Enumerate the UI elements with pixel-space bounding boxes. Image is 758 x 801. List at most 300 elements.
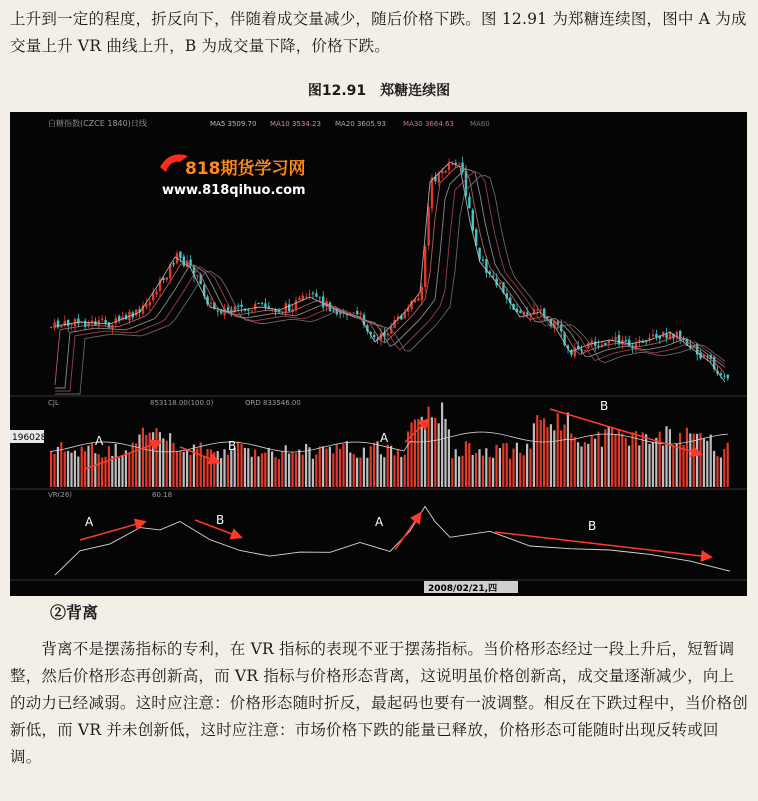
- chart-canvas: [10, 112, 747, 596]
- volume-bar: [659, 432, 661, 487]
- volume-bar: [631, 432, 633, 487]
- volume-bar: [601, 447, 603, 487]
- volume-bar: [563, 425, 565, 487]
- candle-body: [587, 343, 589, 348]
- volume-bar: [254, 449, 256, 487]
- volume-bar: [546, 427, 548, 487]
- candle-body: [431, 178, 433, 209]
- volume-bar: [604, 429, 606, 487]
- candle-body: [308, 294, 310, 295]
- volume-bar: [533, 423, 535, 487]
- volume-bar: [686, 428, 688, 487]
- volume-bar: [346, 441, 348, 487]
- volume-bar: [441, 402, 443, 487]
- volume-bar: [679, 433, 681, 487]
- volume-bar: [94, 453, 96, 487]
- volume-bar: [461, 456, 463, 487]
- volume-bar: [434, 418, 436, 487]
- candle-body: [584, 350, 586, 351]
- volume-bar: [261, 453, 263, 487]
- volume-bar: [597, 432, 599, 487]
- candle-body: [608, 341, 610, 344]
- volume-bar: [536, 415, 538, 487]
- volume-bar: [57, 447, 59, 487]
- volume-bar: [560, 430, 562, 487]
- volume-bar: [387, 444, 389, 487]
- volume-bar: [723, 449, 725, 487]
- volume-bar: [336, 444, 338, 487]
- volume-bar: [281, 451, 283, 487]
- candle-body: [594, 342, 596, 346]
- annotation-A: A: [380, 431, 389, 445]
- candle-body: [50, 327, 52, 328]
- volume-bar: [247, 448, 249, 487]
- candle-body: [98, 320, 100, 325]
- volume-bar: [64, 451, 66, 487]
- volume-bar: [431, 417, 433, 487]
- candle-body: [339, 313, 341, 314]
- volume-bar: [115, 444, 117, 487]
- volume-bar: [186, 449, 188, 487]
- candle-body: [108, 322, 110, 328]
- candle-body: [268, 306, 270, 308]
- volume-bar: [669, 429, 671, 487]
- annotation-A: A: [95, 434, 104, 448]
- volume-bar: [315, 454, 317, 487]
- volume-bar: [516, 443, 518, 487]
- candle-body: [665, 334, 667, 338]
- figure-caption: 图12.91 郑糖连续图: [307, 83, 451, 99]
- volume-bar: [189, 455, 191, 487]
- volume-bar: [271, 451, 273, 487]
- volume-bar: [676, 444, 678, 487]
- candle-body: [444, 171, 446, 173]
- candle-body: [217, 311, 219, 312]
- candle-body: [720, 373, 722, 375]
- volume-bar: [210, 450, 212, 487]
- volume-bar: [529, 449, 531, 487]
- volume-bar: [492, 458, 494, 487]
- volume-bar: [349, 453, 351, 487]
- vr-panel-header: VR(26): [48, 491, 73, 499]
- candle-body: [499, 283, 501, 285]
- volume-bar: [699, 433, 701, 487]
- volume-bar: [400, 457, 402, 487]
- volume-bar: [390, 446, 392, 487]
- volume-bar: [172, 443, 174, 487]
- candle-body: [53, 322, 55, 328]
- volume-bar: [682, 445, 684, 487]
- volume-bar: [703, 439, 705, 487]
- volume-bar: [227, 455, 229, 487]
- volume-bar: [570, 433, 572, 487]
- volume-bar: [183, 452, 185, 487]
- volume-bar: [91, 442, 93, 487]
- watermark-url: www.818qihuo.com: [162, 183, 306, 198]
- volume-bar: [288, 454, 290, 487]
- volume-bar: [370, 446, 372, 487]
- volume-bar: [526, 444, 528, 487]
- volume-bar: [332, 453, 334, 487]
- volume-bar: [220, 458, 222, 487]
- volume-bar: [543, 418, 545, 487]
- volume-bar: [727, 443, 729, 487]
- volume-bar: [319, 446, 321, 487]
- candle-body: [536, 310, 538, 311]
- candle-body: [519, 311, 521, 313]
- date-label: 2008/02/21,四: [428, 584, 498, 594]
- candle-body: [261, 303, 263, 304]
- volume-bar: [485, 448, 487, 487]
- moving-averages: [55, 162, 725, 394]
- candle-body: [625, 340, 627, 341]
- moving-average-line: [55, 172, 725, 392]
- volume-bar: [468, 443, 470, 487]
- candle-body: [424, 246, 426, 287]
- annotation-B: B: [216, 513, 225, 527]
- volume-bar: [342, 444, 344, 487]
- volume-bar: [325, 449, 327, 487]
- candle-body: [227, 307, 229, 310]
- candle-body: [179, 251, 181, 258]
- volume-bar: [380, 454, 382, 487]
- candle-body: [247, 310, 249, 311]
- volume-bar: [111, 456, 113, 487]
- volume-bar: [278, 459, 280, 487]
- volume-bar: [234, 448, 236, 487]
- candle-body: [152, 293, 154, 300]
- annotation-A: A: [85, 515, 94, 529]
- volume-bar: [67, 451, 69, 487]
- candle-body: [251, 310, 253, 311]
- candle-body: [427, 207, 429, 246]
- volume-bar: [499, 448, 501, 487]
- volume-bar: [383, 457, 385, 487]
- volume-bar: [162, 438, 164, 487]
- annotation-B: B: [228, 439, 237, 453]
- candle-body: [298, 298, 300, 300]
- candlesticks: [50, 157, 729, 381]
- volume-bar: [295, 453, 297, 487]
- volume-bar: [614, 434, 616, 487]
- volume-bar: [206, 449, 208, 487]
- moving-average-line: [55, 162, 725, 382]
- volume-bar: [557, 413, 559, 487]
- volume-bar: [404, 455, 406, 487]
- arrow: [495, 532, 710, 557]
- candle-body: [614, 337, 616, 340]
- candle-body: [482, 260, 484, 261]
- volume-bar: [77, 457, 79, 487]
- price-panel-header: 白糖指数(CZCE 1840)日线: [48, 119, 147, 128]
- volume-bar: [217, 451, 219, 487]
- volume-bar: [302, 455, 304, 487]
- volume-bar: [475, 453, 477, 487]
- volume-value: 853118.00(100.0): [150, 399, 214, 407]
- candle-body: [264, 303, 266, 307]
- volume-bar: [179, 451, 181, 487]
- candle-body: [723, 376, 725, 377]
- body-paragraph: 背离不是摆荡指标的专利，在 VR 指标的表现不亚于摆荡指标。当价格形态经过一段上升后，短暂调整，然后价格形态再创新高，而 VR 指标与价格形态背离，这说明虽价格创新高，成交量逐渐减少，向上的动力已经减弱。这时应注意：价格形态随时折反，最起码也要有一波调整。相反在下跌过程中，当价格创新低，而 VR 并未创新低，这时应注意：市场价格下跌的能量已释放，价格形态可能随时出现反转或回调。: [10, 640, 748, 766]
- volume-bar: [512, 449, 514, 487]
- volume-bar: [438, 423, 440, 487]
- volume-bar: [713, 451, 715, 487]
- volume-bar: [444, 419, 446, 487]
- volume-bar: [458, 456, 460, 487]
- volume-bar: [540, 420, 542, 487]
- ma-label: MA60: [470, 120, 490, 128]
- volume-bar: [132, 443, 134, 487]
- volume-bar: [308, 447, 310, 487]
- volume-bar: [451, 458, 453, 487]
- volume-bar: [257, 456, 259, 487]
- volume-value: ORD 833546.00: [245, 399, 301, 407]
- volume-bar: [98, 454, 100, 487]
- volume-bar: [665, 426, 667, 487]
- vr-line: [55, 506, 730, 575]
- volume-bar: [506, 443, 508, 487]
- volume-bar: [118, 458, 120, 487]
- volume-bar: [574, 437, 576, 487]
- candle-body: [458, 163, 460, 164]
- volume-bar: [591, 436, 593, 487]
- volume-bar: [720, 457, 722, 487]
- volume-bar: [587, 444, 589, 487]
- candle-body: [67, 320, 69, 326]
- volume-bar: [121, 456, 123, 487]
- annotation-B: B: [588, 519, 597, 533]
- volume-bar: [489, 457, 491, 487]
- volume-bar: [716, 456, 718, 487]
- volume-bar: [176, 452, 178, 487]
- ma-label: MA10 3534.23: [270, 120, 321, 128]
- candle-body: [417, 298, 419, 300]
- volume-bar: [125, 450, 127, 487]
- intro-paragraph: 上升到一定的程度，折反向下，伴随着成交量减少，随后价格下跌。图 12.91 为郑糖连续图，图中 A 为成交量上升 VR 曲线上升，B 为成交量下降，价格下跌。: [10, 10, 747, 55]
- annotation-B: B: [600, 399, 609, 413]
- volume-bar: [169, 433, 171, 487]
- volume-bar: [149, 433, 151, 487]
- candle-body: [70, 324, 72, 325]
- volume-bar: [339, 449, 341, 487]
- volume-bar: [625, 438, 627, 487]
- volume-bar: [264, 453, 266, 487]
- volume-bar: [155, 428, 157, 487]
- volume-bar: [635, 431, 637, 487]
- volume-bar: [152, 432, 154, 487]
- volume-bar: [240, 444, 242, 487]
- volume-panel-header: CJL: [48, 399, 59, 407]
- volume-bar: [427, 407, 429, 487]
- volume-bar: [608, 426, 610, 487]
- candle-body: [155, 291, 157, 294]
- candle-body: [356, 311, 358, 314]
- volume-bar: [519, 453, 521, 487]
- volume-bar: [580, 447, 582, 487]
- volume-bar: [693, 434, 695, 487]
- candle-body: [315, 293, 317, 297]
- volume-bar: [448, 429, 450, 487]
- candle-body: [332, 310, 334, 311]
- candle-body: [655, 334, 657, 337]
- volume-bar: [159, 432, 161, 487]
- volume-bar: [553, 430, 555, 487]
- volume-bar: [655, 438, 657, 487]
- volume-bar: [213, 452, 215, 487]
- vr-value: 60.18: [152, 491, 173, 499]
- volume-bar: [244, 448, 246, 487]
- moving-average-line: [55, 166, 725, 385]
- candle-body: [319, 297, 321, 298]
- volume-bar: [108, 446, 110, 487]
- volume-bar: [584, 442, 586, 487]
- volume-bar: [710, 435, 712, 487]
- volume-bar: [305, 444, 307, 487]
- volume-bar: [577, 442, 579, 487]
- volume-bar: [322, 446, 324, 487]
- vr-line-group: [55, 506, 730, 575]
- candle-body: [468, 196, 470, 208]
- volume-bar: [611, 427, 613, 487]
- volume-bar: [594, 439, 596, 487]
- candle-body: [210, 303, 212, 304]
- volume-bar: [353, 454, 355, 487]
- candle-body: [492, 276, 494, 277]
- section-heading: ②背离: [50, 603, 99, 622]
- candle-body: [60, 326, 62, 327]
- volume-bar: [223, 449, 225, 487]
- volume-bar: [329, 447, 331, 487]
- candle-body: [373, 335, 375, 337]
- volume-bar: [298, 450, 300, 487]
- volume-bar: [230, 450, 232, 487]
- candle-body: [196, 275, 198, 276]
- volume-bar: [648, 444, 650, 487]
- volume-bar: [166, 441, 168, 487]
- candle-body: [438, 173, 440, 182]
- volume-bar: [312, 459, 314, 487]
- volume-bar: [652, 442, 654, 487]
- candle-body: [353, 313, 355, 314]
- volume-bar: [200, 442, 202, 487]
- volume-bar: [81, 447, 83, 487]
- volume-bar: [482, 456, 484, 487]
- ma-label: MA30 3664.63: [403, 120, 454, 128]
- futures-chart: [10, 112, 747, 596]
- candle-body: [104, 320, 106, 323]
- ma-label: MA20 3605.93: [335, 120, 386, 128]
- volume-bar: [74, 451, 76, 487]
- candle-body: [448, 164, 450, 170]
- volume-bar: [70, 453, 72, 487]
- candle-body: [359, 313, 361, 315]
- volume-bar: [142, 428, 144, 487]
- volume-bar: [455, 449, 457, 487]
- volume-bar: [203, 457, 205, 487]
- volume-bar: [193, 445, 195, 487]
- volume-bar: [87, 446, 89, 487]
- candle-body: [526, 312, 528, 314]
- candle-body: [237, 306, 239, 307]
- volume-bar: [645, 434, 647, 487]
- candle-body: [101, 318, 103, 319]
- volume-bar: [53, 454, 55, 487]
- volume-bar: [356, 458, 358, 487]
- volume-bar: [376, 441, 378, 487]
- volume-bar: [237, 442, 239, 487]
- volume-bar: [696, 434, 698, 487]
- candle-body: [257, 303, 259, 304]
- candle-body: [149, 302, 151, 305]
- volume-bar: [363, 448, 365, 487]
- volume-bar: [509, 459, 511, 487]
- candle-body: [240, 305, 242, 307]
- candle-body: [312, 293, 314, 294]
- watermark-logo-icon: [160, 154, 188, 172]
- volume-bar: [414, 419, 416, 487]
- volume-bar: [472, 455, 474, 487]
- candle-body: [472, 210, 474, 231]
- arrow: [180, 447, 218, 462]
- candle-body: [604, 343, 606, 345]
- volume-bar: [138, 434, 140, 487]
- volume-bar: [523, 455, 525, 487]
- volume-bar: [60, 442, 62, 487]
- volume-bar: [672, 446, 674, 487]
- volume-bar: [410, 422, 412, 487]
- volume-bar: [628, 446, 630, 487]
- volume-bar: [397, 449, 399, 487]
- watermark-brand: 818期货学习网: [185, 159, 306, 179]
- volume-bar: [366, 458, 368, 487]
- candle-body: [166, 277, 168, 280]
- volume-bar: [291, 452, 293, 487]
- candle-body: [57, 321, 59, 328]
- volume-axis-label: 196028: [12, 433, 47, 443]
- volume-bar: [567, 412, 569, 487]
- volume-bar: [274, 457, 276, 487]
- arrow: [395, 514, 420, 550]
- annotation-A: A: [375, 515, 384, 529]
- volume-bar: [145, 435, 147, 487]
- volume-bar: [373, 443, 375, 487]
- ma-label: MA5 3509.70: [210, 120, 257, 128]
- volume-bar: [618, 430, 620, 487]
- volume-bar: [621, 433, 623, 487]
- volume-bar: [128, 453, 130, 487]
- volume-bar: [662, 445, 664, 487]
- volume-bar: [502, 443, 504, 487]
- volume-bar: [359, 458, 361, 487]
- volume-bar: [424, 421, 426, 487]
- candle-body: [727, 375, 729, 379]
- volume-bar: [465, 441, 467, 487]
- volume-bar: [50, 451, 52, 487]
- volume-bar: [268, 448, 270, 487]
- candle-body: [676, 332, 678, 337]
- candle-body: [645, 341, 647, 342]
- volume-bar: [495, 445, 497, 487]
- moving-average-line: [55, 176, 725, 395]
- candle-body: [652, 335, 654, 337]
- volume-bar: [706, 441, 708, 487]
- candle-body: [254, 304, 256, 310]
- volume-bar: [478, 449, 480, 487]
- candle-body: [172, 263, 174, 265]
- candle-body: [421, 287, 423, 300]
- volume-bar: [393, 455, 395, 487]
- candle-body: [305, 297, 307, 298]
